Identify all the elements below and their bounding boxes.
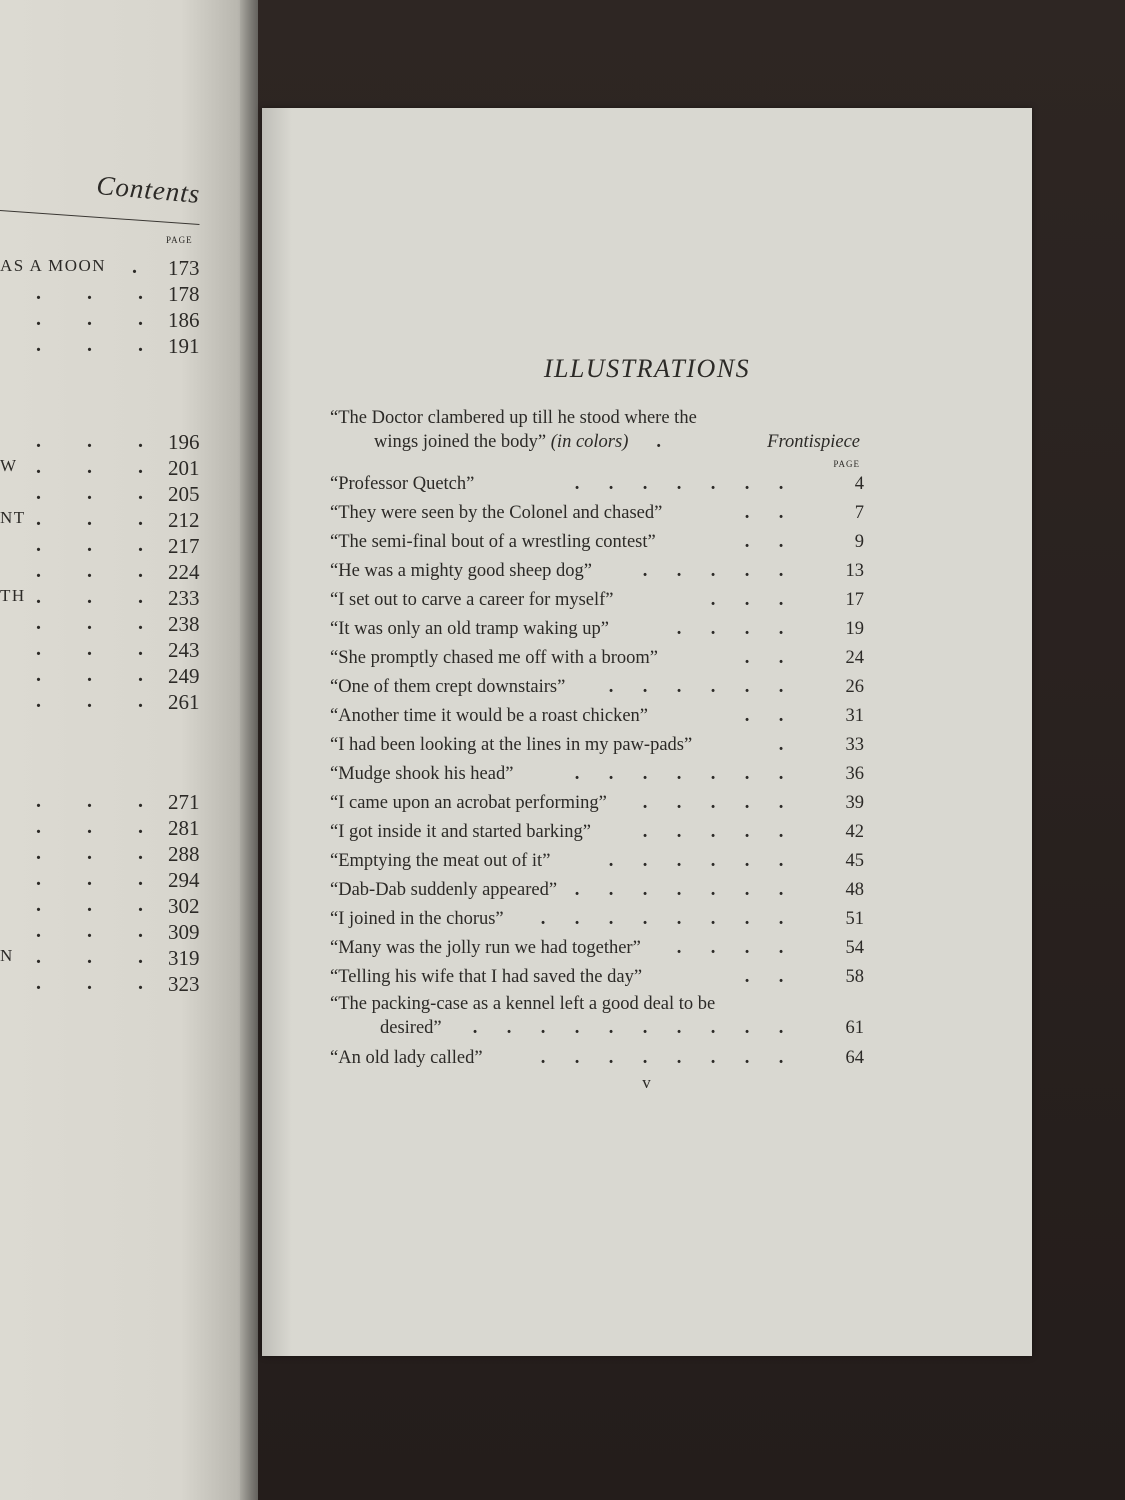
illustration-page: 4 — [854, 474, 864, 494]
illustration-entry — [330, 470, 864, 499]
contents-row-page: 243 — [168, 638, 200, 662]
contents-row — [0, 664, 250, 690]
contents-row-leader: . . . — [36, 482, 143, 504]
illustration-entry — [330, 673, 864, 702]
left-page — [0, 0, 258, 1500]
illustration-leader: . . — [744, 648, 784, 668]
contents-row — [0, 430, 250, 456]
illustration-page: 58 — [845, 967, 864, 987]
last-entry-leader: . . . . . . . . — [540, 1048, 784, 1068]
illustration-page: 17 — [845, 590, 864, 610]
contents-row — [0, 586, 250, 612]
contents-row-leader: . . . — [36, 456, 143, 478]
illustration-leader: . . . . . . . . — [540, 909, 784, 929]
contents-row-page: 281 — [168, 816, 200, 840]
contents-row-page: 212 — [168, 508, 200, 532]
contents-row — [0, 894, 250, 920]
illustration-caption: “I set out to carve a career for myself” — [330, 590, 614, 610]
packing-case-caption-line1: “The packing-case as a kennel left a good deal to be — [330, 994, 716, 1014]
contents-row-leader: . . . — [36, 508, 143, 530]
frontispiece-dot: . — [656, 432, 661, 452]
contents-row-fragment: AS A MOON — [0, 256, 107, 275]
illustration-entry — [330, 557, 864, 586]
contents-row — [0, 920, 250, 946]
illustration-entry — [330, 905, 864, 934]
illustration-leader: . . . . . — [642, 793, 784, 813]
illustration-page: 51 — [845, 909, 864, 929]
illustration-leader: . . . . . — [642, 561, 784, 581]
contents-row-fragment: NT — [0, 508, 26, 527]
frontispiece-page: Frontispiece — [767, 432, 860, 452]
illustration-page: 48 — [845, 880, 864, 900]
contents-row-leader: . . . — [36, 972, 143, 994]
contents-row-page: 294 — [168, 868, 200, 892]
last-entry-page: 64 — [845, 1048, 864, 1068]
contents-row-page: 249 — [168, 664, 200, 688]
illustration-caption: “She promptly chased me off with a broom” — [330, 648, 658, 668]
illustration-entry — [330, 586, 864, 615]
illustration-page: 19 — [845, 619, 864, 639]
contents-row-page: 173 — [168, 256, 200, 280]
contents-row — [0, 612, 250, 638]
page-folio: v — [642, 1073, 652, 1092]
contents-row-leader: . . . — [36, 816, 143, 838]
illustrations-page-label: PAGE — [833, 459, 860, 469]
illustration-entry — [330, 876, 864, 905]
contents-row-leader: . . . — [36, 534, 143, 556]
illustration-page: 9 — [854, 532, 864, 552]
illustration-page: 24 — [845, 648, 864, 668]
illustration-caption: “They were seen by the Colonel and chased” — [330, 503, 663, 523]
contents-row-page: 323 — [168, 972, 200, 996]
contents-row — [0, 534, 250, 560]
illustration-leader: . . . . . . — [608, 677, 784, 697]
illustration-caption: “Emptying the meat out of it” — [330, 851, 551, 871]
contents-row-page: 191 — [168, 334, 200, 358]
illustration-leader: . . . — [710, 590, 784, 610]
illustration-entry — [330, 731, 864, 760]
frontispiece-entry — [330, 406, 864, 458]
illustration-leader: . . — [744, 532, 784, 552]
contents-row-leader: . . . — [36, 842, 143, 864]
contents-row — [0, 508, 250, 534]
contents-row-leader: . . . — [36, 560, 143, 582]
contents-row-leader: . . . — [36, 790, 143, 812]
illustration-entry — [330, 615, 864, 644]
illustration-entry — [330, 847, 864, 876]
illustration-leader: . . — [744, 967, 784, 987]
illustration-page: 42 — [845, 822, 864, 842]
illustration-caption: “Telling his wife that I had saved the day” — [330, 967, 643, 987]
illustration-page: 54 — [845, 938, 864, 958]
illustration-page: 7 — [854, 503, 864, 523]
packing-case-entry — [330, 992, 864, 1044]
illustration-entry — [330, 499, 864, 528]
contents-row-leader: . . . — [36, 894, 143, 916]
contents-row-page: 271 — [168, 790, 200, 814]
illustration-entry — [330, 528, 864, 557]
illustration-page: 26 — [845, 677, 864, 697]
illustration-entry — [330, 789, 864, 818]
contents-row — [0, 868, 250, 894]
illustration-leader: . . . . — [676, 619, 784, 639]
illustration-page: 39 — [845, 793, 864, 813]
illustration-page: 13 — [845, 561, 864, 581]
illustration-page: 33 — [845, 735, 864, 755]
illustration-caption: “He was a mighty good sheep dog” — [330, 561, 593, 581]
contents-page-label: PAGE — [166, 235, 193, 245]
contents-heading: Contents — [95, 170, 202, 209]
contents-row — [0, 972, 250, 998]
last-entry — [330, 1044, 864, 1073]
illustration-leader: . . . . . . . — [574, 474, 784, 494]
contents-row-leader: . . . — [36, 282, 143, 304]
right-page — [262, 108, 1032, 1356]
illustration-caption: “I had been looking at the lines in my paw-pads” — [330, 735, 693, 755]
illustrations-list — [330, 406, 864, 1073]
illustration-caption: “The semi-final bout of a wrestling contest” — [330, 532, 656, 552]
contents-row-leader: . . . — [36, 690, 143, 712]
illustration-caption: “One of them crept downstairs” — [330, 677, 566, 697]
last-entry-caption: “An old lady called” — [330, 1048, 483, 1068]
illustration-caption: “Another time it would be a roast chicken” — [330, 706, 648, 726]
contents-row-leader: . . . — [36, 308, 143, 330]
contents-row-page: 302 — [168, 894, 200, 918]
contents-row-page: 201 — [168, 456, 200, 480]
illustration-leader: . . — [744, 503, 784, 523]
illustration-leader: . . . . . . . — [574, 764, 784, 784]
contents-row — [0, 334, 250, 360]
contents-row — [0, 456, 250, 482]
contents-row-fragment: TH — [0, 586, 26, 605]
contents-row — [0, 638, 250, 664]
contents-row-page: 309 — [168, 920, 200, 944]
contents-row-page: 319 — [168, 946, 200, 970]
contents-row-page: 238 — [168, 612, 200, 636]
contents-row-leader: . — [132, 256, 137, 278]
contents-row-page: 217 — [168, 534, 200, 558]
gutter-shadow — [240, 0, 258, 1500]
frontispiece-caption-line1: “The Doctor clambered up till he stood where the — [330, 408, 697, 428]
contents-row — [0, 482, 250, 508]
contents-row — [0, 560, 250, 586]
contents-row-leader: . . . — [36, 430, 143, 452]
illustration-leader: . . . . . — [642, 822, 784, 842]
frontispiece-note: (in colors) — [550, 432, 629, 452]
packing-case-leader: . . . . . . . . . . — [472, 1018, 784, 1038]
contents-row-page: 288 — [168, 842, 200, 866]
illustration-page: 36 — [845, 764, 864, 784]
illustration-caption: “I joined in the chorus” — [330, 909, 504, 929]
illustration-caption: “It was only an old tramp waking up” — [330, 619, 609, 639]
contents-rule — [0, 210, 200, 225]
contents-row-page: 196 — [168, 430, 200, 454]
contents-row — [0, 690, 250, 716]
illustration-caption: “Dab-Dab suddenly appeared” — [330, 880, 558, 900]
contents-row-fragment: W — [0, 456, 18, 475]
contents-row-page: 224 — [168, 560, 200, 584]
illustrations-entries — [330, 470, 864, 992]
illustration-caption: “Professor Quetch” — [330, 474, 475, 494]
contents-row — [0, 256, 250, 282]
illustration-page: 45 — [845, 851, 864, 871]
illustration-leader: . . . . . . . — [574, 880, 784, 900]
contents-row — [0, 308, 250, 334]
illustration-entry — [330, 702, 864, 731]
contents-row-leader: . . . — [36, 586, 143, 608]
illustrations-heading: ILLUSTRATIONS — [543, 354, 751, 383]
illustration-entry — [330, 934, 864, 963]
contents-row-page: 178 — [168, 282, 200, 306]
illustration-leader: . . — [744, 706, 784, 726]
contents-row-leader: . . . — [36, 946, 143, 968]
contents-row-page: 233 — [168, 586, 200, 610]
contents-row-leader: . . . — [36, 920, 143, 942]
illustration-caption: “Many was the jolly run we had together” — [330, 938, 641, 958]
contents-row-leader: . . . — [36, 334, 143, 356]
illustration-caption: “I got inside it and started barking” — [330, 822, 591, 842]
packing-case-caption-line2: desired” — [380, 1018, 442, 1038]
contents-row-page: 205 — [168, 482, 200, 506]
contents-row — [0, 816, 250, 842]
contents-row-leader: . . . — [36, 638, 143, 660]
contents-row-page: 186 — [168, 308, 200, 332]
illustration-page: 31 — [845, 706, 864, 726]
illustration-leader: . . . . — [676, 938, 784, 958]
contents-row — [0, 282, 250, 308]
frontispiece-caption-line2 — [374, 430, 661, 454]
packing-case-page: 61 — [845, 1018, 864, 1038]
illustration-leader: . . . . . . — [608, 851, 784, 871]
illustration-entry — [330, 760, 864, 789]
illustration-entry — [330, 818, 864, 847]
contents-row-page: 261 — [168, 690, 200, 714]
contents-row — [0, 842, 250, 868]
contents-row-leader: . . . — [36, 664, 143, 686]
contents-row — [0, 790, 250, 816]
illustration-caption: “I came upon an acrobat performing” — [330, 793, 607, 813]
frontispiece-caption-text: wings joined the body” — [374, 432, 547, 452]
contents-row — [0, 946, 250, 972]
contents-row-leader: . . . — [36, 868, 143, 890]
illustration-entry — [330, 644, 864, 673]
illustration-entry — [330, 963, 864, 992]
illustration-caption: “Mudge shook his head” — [330, 764, 514, 784]
illustration-leader: . — [778, 735, 784, 755]
contents-row-leader: . . . — [36, 612, 143, 634]
contents-row-fragment: N — [0, 946, 14, 965]
